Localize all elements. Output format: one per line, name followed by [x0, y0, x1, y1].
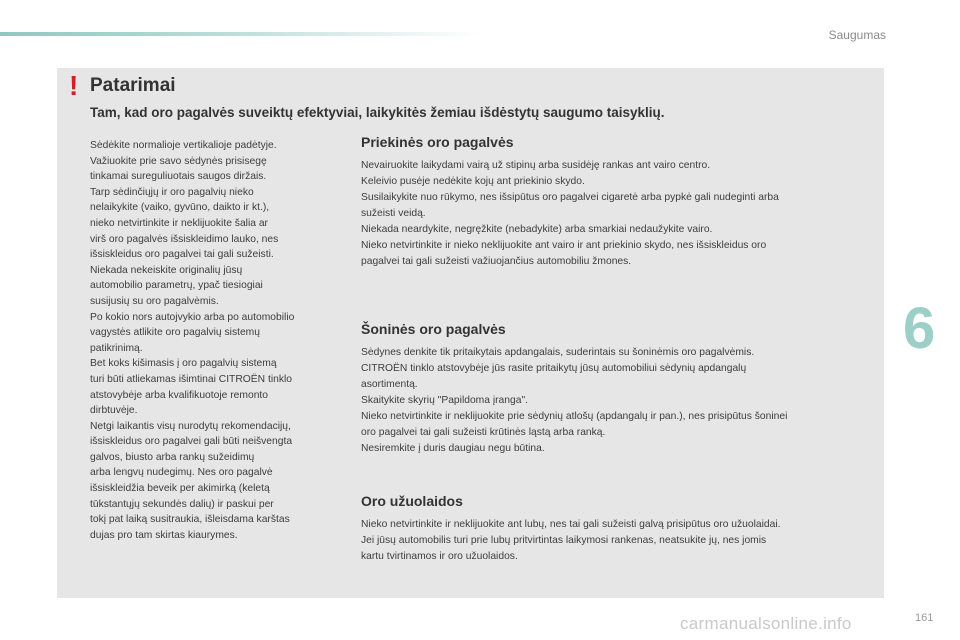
- curtain-airbags-text: Nieko netvirtinkite ir neklijuokite ant lubų, nes tai gali sužeisti galvą prisipūtus oro užuolaidai. Jei jūsų automobilis turi prie lubų pritvirtintas laikymosi rankenas, neatsukite jų, nes jomis kartu tvirtinamos ir oro užuolaidos.: [361, 519, 781, 562]
- box-title: Patarimai: [90, 75, 176, 96]
- chapter-number: 6: [903, 296, 936, 361]
- front-airbags-heading: Priekinės oro pagalvės: [361, 134, 514, 150]
- curtain-airbags-heading: Oro užuolaidos: [361, 493, 463, 509]
- front-airbags-text: Nevairuokite laikydami vairą už stipinų arba susidėję rankas ant vairo centro. Keleivio pusėje nedėkite kojų ant priekinio skydo. Susilaikykite nuo rūkymo, nes išsipūtus oro pagalvei cigaretė arba pypkė gali nudeginti arba sužeisti veidą. Niekada neardykite, negręžkite (nebadykite) arba smarkiai nedaužykite vairo. Nieko netvirtinkite ir nieko neklijuokite ant vairo ir ant priekinio skydo, nes išsiskleidus oro pagalvei tai gali sužeisti važiuojančius automobiliu žmones.: [361, 160, 779, 267]
- box-subtitle: Tam, kad oro pagalvės suveiktų efektyviai, laikykitės žemiau išdėstytų saugumo taisyklių.: [90, 105, 665, 120]
- watermark: carmanualsonline.info: [680, 614, 852, 633]
- side-airbags-text: Sėdynes denkite tik pritaikytais apdangalais, suderintais su šoninėmis oro pagalvėmis. CITROËN tinklo atstovybėje jūs rasite pritaikytų jūsų automobiliui sėdynių apdangalų asortimentą. Skaitykite skyrių "Papildoma įranga". Nieko netvirtinkite ir neklijuokite prie sėdynių atlošų (apdangalų ir pan.), nes prisipūtus šoninei oro pagalvei tai gali sužeisti krūtinės ląstą arba ranką. Nesiremkite į duris daugiau negu būtina.: [361, 347, 788, 454]
- curtain-airbags-section: [361, 493, 876, 565]
- general-tips-text: Sėdėkite normalioje vertikalioje padėtyje. Važiuokite prie savo sėdynės prisisegę tinkamai sureguliuotais saugos diržais. Tarp sėdinčiųjų ir oro pagalvių nieko nelaikykite (vaiko, gyvūno, daikto ir kt.), nieko netvirtinkite ir neklijuokite šalia ar virš oro pagalvės išsiskleidimo lauko, nes išsiskleidus oro pagalvei tai gali sužeisti. Niekada nekeiskite originalių jūsų automobilio parametrų, ypač tiesiogiai susijusių su oro pagalvėmis. Po kokio nors autojvykio arba po automobilio vagystės atlikite oro pagalvių sistemų patikrinimą. Bet koks kišimasis į oro pagalvių sistemą turi būti atliekamas išimtinai CITROËN tinklo atstovybėje arba kvalifikuotoje remonto dirbtuvėje. Netgi laikantis visų nurodytų rekomendacijų, išsiskleidus oro pagalvei gali būti neišvengta galvos, biusto arba rankų sužeidimų arba lengvų nudegimų. Nes oro pagalvė išsiskleidžia beveik per akimirką (keletą tūkstantųjų sekundės dalių) ir paskui per tokį pat laiką susitraukia, išleisdama karštas dujas pro tam skirtas kiaurymes.: [90, 140, 295, 541]
- warning-icon: !: [69, 70, 79, 101]
- side-airbags-section: [361, 321, 876, 457]
- front-airbags-section: [361, 134, 876, 270]
- general-tips: [90, 138, 350, 543]
- tips-box: [57, 68, 884, 598]
- header-accent-bar: [0, 32, 480, 36]
- section-title: Saugumas: [828, 28, 886, 42]
- side-airbags-heading: Šoninės oro pagalvės: [361, 321, 506, 337]
- page-number: 161: [915, 612, 934, 624]
